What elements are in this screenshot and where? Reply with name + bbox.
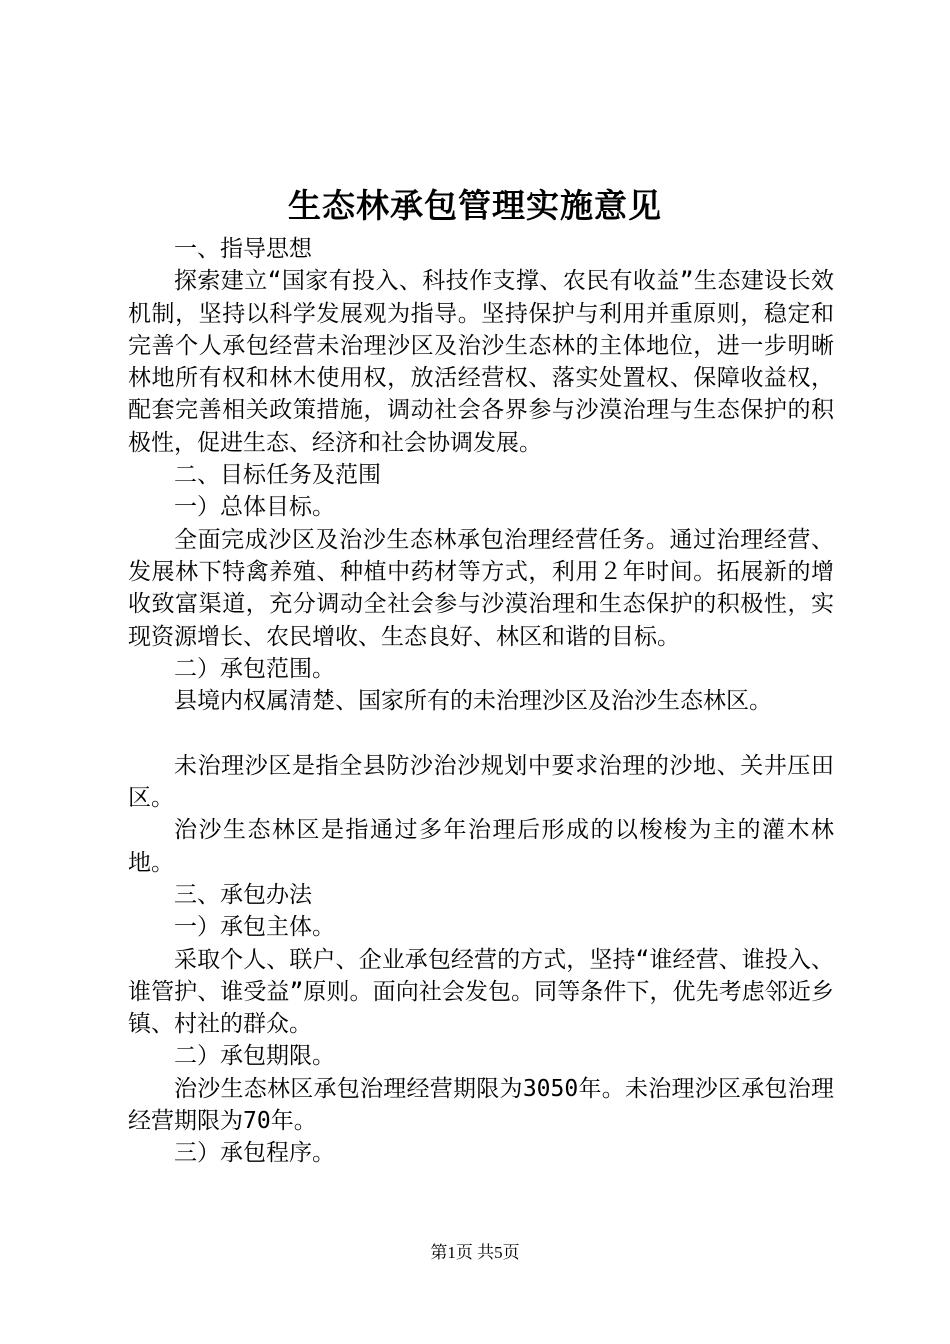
paragraph-overall-goal: 全面完成沙区及治沙生态林承包治理经营任务。通过治理经营、发展林下特禽养殖、种植中药材等方式，利用２年时间。拓展新的增收致富渠道，充分调动全社会参与沙漠治理和生态保护的积极性，实现资源增长、农民增收、生态良好、林区和谐的目标。 [128, 526, 834, 650]
subheading-contract-scope: 二）承包范围。 [174, 655, 335, 682]
section-heading-goals: 二、目标任务及范围 [174, 462, 381, 489]
section-heading-guiding-ideology: 一、指导思想 [174, 236, 312, 262]
subheading-contract-subject: 一）承包主体。 [174, 914, 335, 941]
paragraph-contract-subject: 采取个人、联户、企业承包经营的方式，坚持“谁经营、谁投入、谁管护、谁受益”原则。面向社会发包。同等条件下，优先考虑邻近乡镇、村社的群众。 [128, 946, 834, 1038]
paragraph-contract-term: 治沙生态林区承包治理经营期限为3050年。未治理沙区承包治理经营期限为70年。 [128, 1075, 834, 1135]
document-body [128, 233, 834, 1170]
section-heading-contract-methods: 三、承包办法 [174, 881, 312, 908]
paragraph-ecological-forest-area: 治沙生态林区是指通过多年治理后形成的以梭梭为主的灌木林地。 [128, 817, 834, 876]
document-title: 生态林承包管理实施意见 [288, 186, 662, 225]
blank-line [128, 717, 834, 749]
paragraph-contract-scope: 县境内权属清楚、国家所有的未治理沙区及治沙生态林区。 [174, 688, 772, 715]
subheading-overall-goal: 一）总体目标。 [174, 494, 335, 521]
paragraph-untreated-sand-area: 未治理沙区是指全县防沙治沙规划中要求治理的沙地、关井压田区。 [128, 752, 834, 812]
page-number-footer: 第1页 共5页 [430, 1243, 520, 1262]
subheading-contract-procedure: 三）承包程序。 [174, 1140, 335, 1167]
subheading-contract-term: 二）承包期限。 [174, 1043, 335, 1070]
paragraph-guiding-ideology: 探索建立“国家有投入、科技作支撑、农民有收益”生态建设长效机制，坚持以科学发展观为指导。坚持保护与利用并重原则，稳定和完善个人承包经营未治理沙区及治沙生态林的主体地位，进一步明晰林地所有权和林木使用权，放活经营权、落实处置权、保障收益权，配套完善相关政策措施，调动社会各界参与沙漠治理与生态保护的积极性，促进生态、经济和社会协调发展。 [128, 268, 834, 456]
